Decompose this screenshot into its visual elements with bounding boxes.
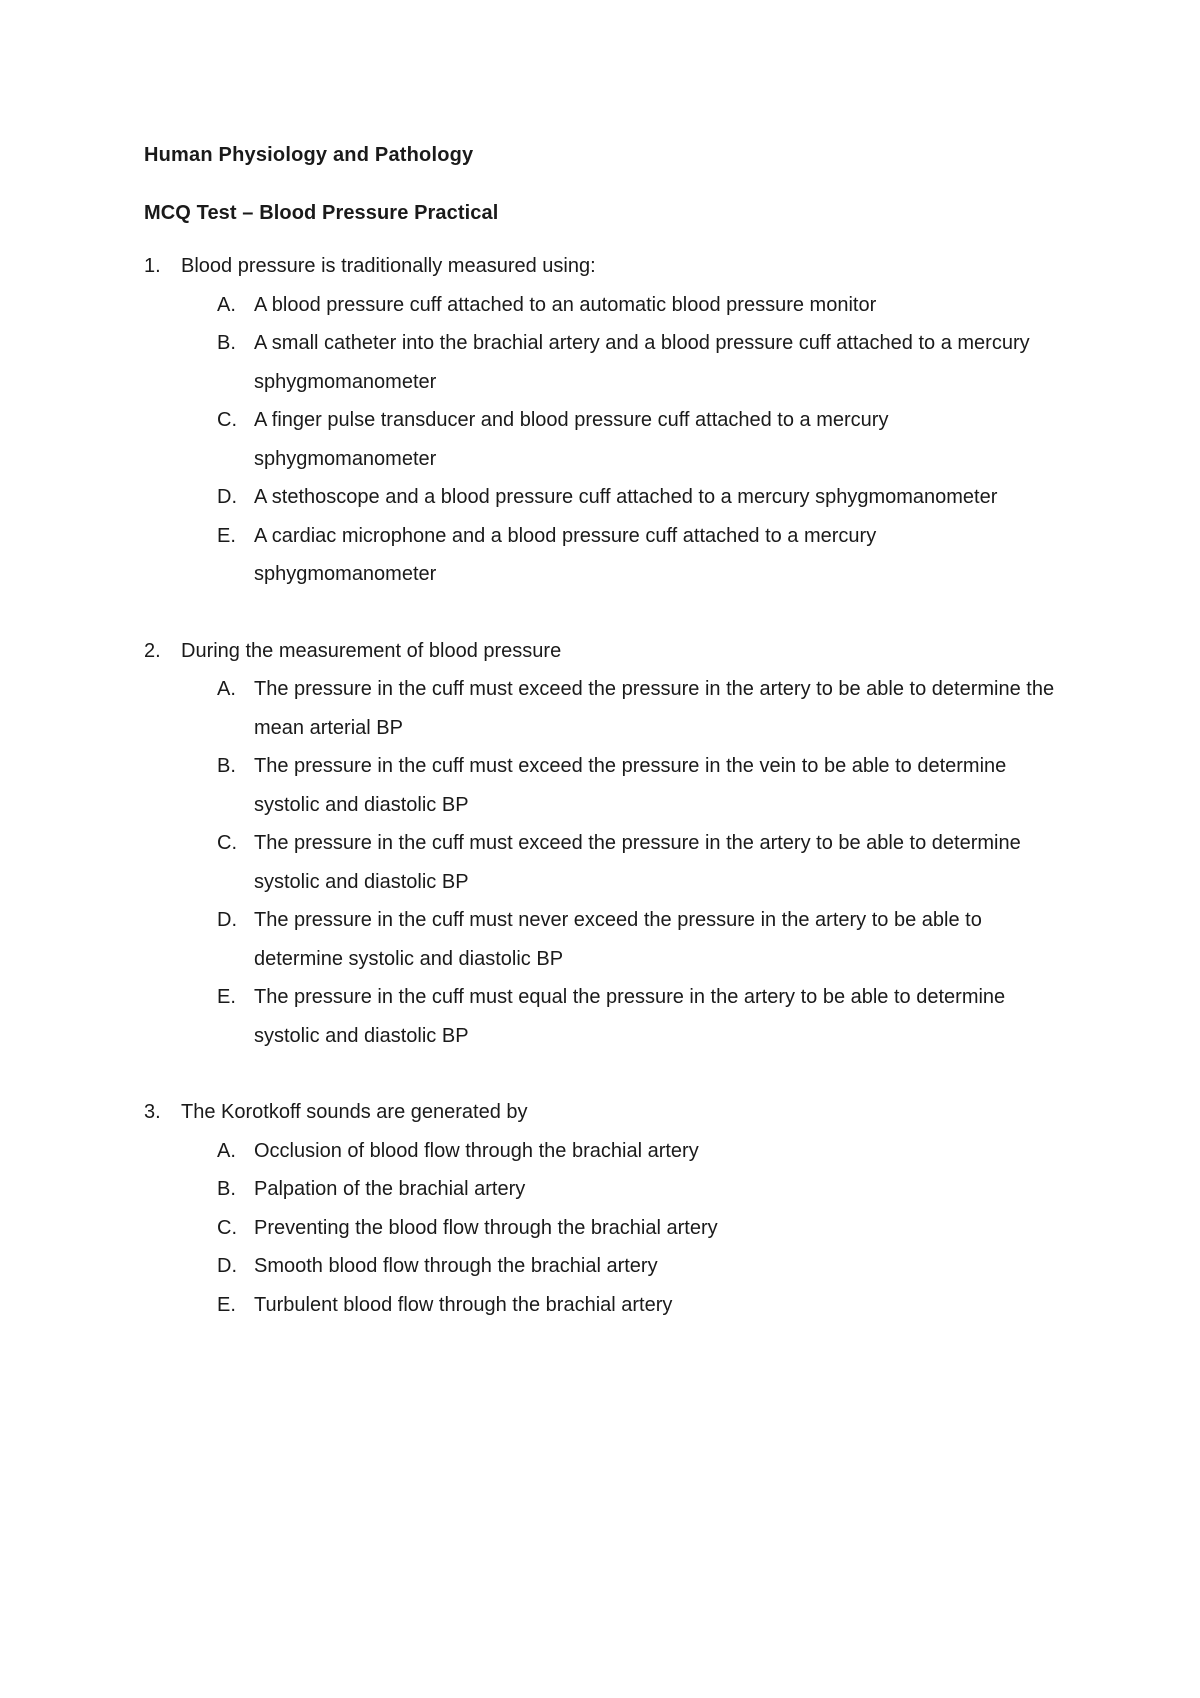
question-number: 2.	[144, 639, 161, 662]
option-label: E.	[217, 524, 236, 547]
option-label: D.	[217, 909, 237, 931]
option-text: Smooth blood flow through the brachial artery	[254, 1255, 658, 1277]
option-text: A finger pulse transducer and blood pressure cuff attached to a mercury sphygmomanometer	[254, 409, 889, 470]
document-body	[144, 141, 1064, 1324]
option-label: A.	[217, 1139, 236, 1162]
option-text: A blood pressure cuff attached to an automatic blood pressure monitor	[254, 293, 877, 316]
document-title: Human Physiology and Pathology	[144, 144, 474, 166]
option-text: Occlusion of blood flow through the brachial artery	[254, 1139, 699, 1162]
option-d	[144, 478, 1064, 517]
option-label: D.	[217, 1255, 237, 1277]
option-d	[144, 1247, 1064, 1286]
option-text: The pressure in the cuff must exceed the pressure in the artery to be able to determine systolic and diastolic BP	[254, 832, 1021, 893]
option-b	[144, 1170, 1064, 1209]
option-label: A.	[217, 293, 236, 316]
option-c	[144, 1209, 1064, 1248]
option-text: A cardiac microphone and a blood pressure cuff attached to a mercury sphygmomanometer	[254, 524, 877, 585]
option-text: A small catheter into the brachial artery and a blood pressure cuff attached to a mercury sphygmomanometer	[254, 332, 1030, 393]
question-1	[144, 247, 1064, 594]
question-text: Blood pressure is traditionally measured using:	[181, 255, 596, 277]
question-list	[144, 247, 1064, 1324]
document-subtitle: MCQ Test – Blood Pressure Practical	[144, 202, 499, 224]
option-text: The pressure in the cuff must equal the pressure in the artery to be able to determine systolic and diastolic BP	[254, 986, 1006, 1047]
option-text: The pressure in the cuff must exceed the pressure in the vein to be able to determine systolic and diastolic BP	[254, 755, 1007, 816]
option-a	[144, 286, 1064, 325]
question-2	[144, 632, 1064, 1056]
option-text: Palpation of the brachial artery	[254, 1178, 526, 1200]
option-d	[144, 901, 1064, 978]
option-text: The pressure in the cuff must never exceed the pressure in the artery to be able to determine systolic and diastolic BP	[254, 909, 982, 970]
option-text: Turbulent blood flow through the brachial artery	[254, 1293, 673, 1316]
option-label: B.	[217, 1178, 236, 1200]
option-e	[144, 978, 1064, 1055]
option-text: A stethoscope and a blood pressure cuff attached to a mercury sphygmomanometer	[254, 486, 998, 508]
option-e	[144, 1286, 1064, 1325]
option-c	[144, 401, 1064, 478]
option-b	[144, 747, 1064, 824]
option-label: C.	[217, 1216, 237, 1239]
option-label: E.	[217, 986, 236, 1008]
option-list	[144, 286, 1064, 594]
option-a	[144, 670, 1064, 747]
question-text: During the measurement of blood pressure	[181, 639, 562, 662]
option-label: B.	[217, 755, 236, 777]
option-label: C.	[217, 832, 237, 854]
option-text: Preventing the blood flow through the brachial artery	[254, 1216, 718, 1239]
question-number: 3.	[144, 1101, 161, 1123]
option-text: The pressure in the cuff must exceed the pressure in the artery to be able to determine the mean arterial BP	[254, 678, 1055, 739]
option-e	[144, 517, 1064, 594]
option-c	[144, 824, 1064, 901]
option-list	[144, 670, 1064, 1055]
option-label: B.	[217, 332, 236, 354]
option-label: C.	[217, 409, 237, 431]
option-label: D.	[217, 486, 237, 508]
option-label: E.	[217, 1293, 236, 1316]
question-3	[144, 1093, 1064, 1324]
question-number: 1.	[144, 255, 161, 277]
option-label: A.	[217, 678, 236, 700]
option-b	[144, 324, 1064, 401]
option-list	[144, 1132, 1064, 1325]
option-a	[144, 1132, 1064, 1171]
question-text: The Korotkoff sounds are generated by	[181, 1101, 528, 1123]
